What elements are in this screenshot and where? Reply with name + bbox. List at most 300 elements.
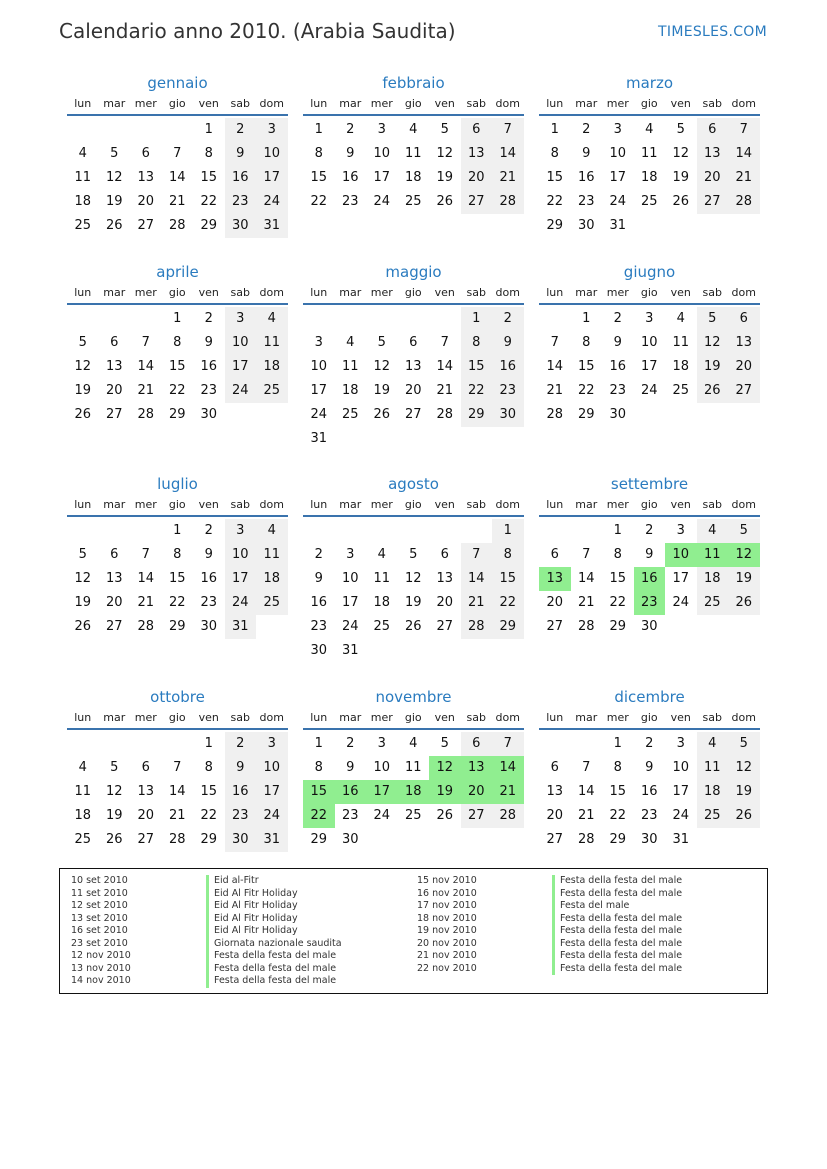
holiday-day-cell: 12 <box>728 543 760 567</box>
day-cell: 21 <box>461 591 493 615</box>
day-cell: 16 <box>341 170 359 185</box>
weekday-label: mer <box>370 97 393 110</box>
day-cell: 2 <box>204 523 213 538</box>
day-cell: 22 <box>310 194 328 209</box>
weekday-label: ven <box>198 97 219 110</box>
empty-cell <box>67 519 99 543</box>
holiday-day-cell: 22 <box>303 804 335 828</box>
weekday-header <box>539 283 760 305</box>
day-cell: 1 <box>492 519 524 543</box>
weekday-label: mar <box>103 498 126 511</box>
empty-cell <box>335 519 367 543</box>
day-cell: 31 <box>310 431 328 446</box>
day-cell: 20 <box>137 808 155 823</box>
day-cell: 18 <box>256 355 288 379</box>
day-cell: 16 <box>310 595 328 610</box>
day-cell: 18 <box>256 567 288 591</box>
weekday-label: mer <box>134 286 157 299</box>
day-cell: 9 <box>314 571 323 586</box>
month-settembre <box>539 473 760 639</box>
month-name: gennaio <box>147 74 208 92</box>
day-cell: 24 <box>256 804 288 828</box>
day-cell: 21 <box>577 808 595 823</box>
empty-cell <box>539 519 571 543</box>
day-cell: 19 <box>404 595 422 610</box>
empty-cell <box>398 307 430 331</box>
legend-holiday-name: Festa della festa del male <box>552 925 682 938</box>
day-cell: 24 <box>310 407 328 422</box>
month-marzo <box>539 72 760 238</box>
day-cell: 6 <box>141 146 150 161</box>
holiday-day-cell: 23 <box>634 591 666 615</box>
day-cell: 5 <box>728 519 760 543</box>
day-cell: 6 <box>110 335 119 350</box>
month-name: agosto <box>388 475 439 493</box>
day-cell: 22 <box>200 808 218 823</box>
holiday-day-cell: 17 <box>366 780 398 804</box>
day-cell: 5 <box>440 736 449 751</box>
day-cell: 3 <box>676 523 685 538</box>
legend-dates-col1 <box>71 875 131 988</box>
weekday-label: mer <box>370 286 393 299</box>
day-cell: 27 <box>461 190 493 214</box>
weekday-label: sab <box>466 286 486 299</box>
day-cell: 7 <box>492 732 524 756</box>
day-cell: 20 <box>546 595 564 610</box>
day-cell: 11 <box>672 335 690 350</box>
legend-date: 16 set 2010 <box>71 925 128 936</box>
day-cell: 30 <box>341 832 359 847</box>
day-cell: 17 <box>373 170 391 185</box>
empty-cell <box>366 307 398 331</box>
day-cell: 5 <box>728 732 760 756</box>
legend-date: 20 nov 2010 <box>417 937 477 949</box>
day-cell: 15 <box>168 359 186 374</box>
weekday-label: dom <box>495 498 520 511</box>
day-cell: 29 <box>200 832 218 847</box>
day-cell: 25 <box>697 591 729 615</box>
day-cell: 26 <box>404 619 422 634</box>
day-cell: 6 <box>461 732 493 756</box>
legend-date: 18 nov 2010 <box>417 912 477 924</box>
day-cell: 27 <box>137 832 155 847</box>
day-cell: 3 <box>256 732 288 756</box>
day-cell: 17 <box>672 571 690 586</box>
weekday-header <box>303 495 524 517</box>
day-cell: 26 <box>436 808 454 823</box>
day-cell: 12 <box>728 756 760 780</box>
holiday-day-cell: 19 <box>429 780 461 804</box>
day-cell: 15 <box>200 784 218 799</box>
day-cell: 22 <box>546 194 564 209</box>
day-cell: 16 <box>225 780 257 804</box>
day-cell: 16 <box>225 166 257 190</box>
day-cell: 15 <box>461 355 493 379</box>
day-cell: 3 <box>346 547 355 562</box>
day-cell: 26 <box>436 194 454 209</box>
day-cell: 4 <box>256 519 288 543</box>
holiday-day-cell: 13 <box>539 567 571 591</box>
weekday-label: dom <box>495 286 520 299</box>
day-cell: 10 <box>341 571 359 586</box>
day-cell: 25 <box>404 194 422 209</box>
month-agosto <box>303 473 524 663</box>
day-cell: 25 <box>256 379 288 403</box>
day-cell: 10 <box>609 146 627 161</box>
weekday-header <box>67 708 288 730</box>
empty-cell <box>67 118 99 142</box>
month-aprile <box>67 261 288 427</box>
legend-date: 17 nov 2010 <box>417 900 477 911</box>
legend-holiday-name: Eid Al Fitr Holiday <box>206 900 342 913</box>
day-cell: 3 <box>613 122 622 137</box>
weekday-label: lun <box>546 711 564 724</box>
day-cell: 25 <box>672 383 690 398</box>
day-cell: 3 <box>676 736 685 751</box>
weekday-header <box>539 708 760 730</box>
day-cell: 16 <box>200 359 218 374</box>
day-cell: 14 <box>728 142 760 166</box>
day-cell: 12 <box>672 146 690 161</box>
day-cell: 3 <box>645 311 654 326</box>
day-cell: 9 <box>613 335 622 350</box>
day-cell: 14 <box>168 784 186 799</box>
weekday-label: gio <box>168 498 186 511</box>
legend-date: 19 nov 2010 <box>417 925 477 936</box>
day-cell: 24 <box>256 190 288 214</box>
day-cell: 7 <box>492 118 524 142</box>
day-cell: 21 <box>728 166 760 190</box>
day-cell: 19 <box>105 194 123 209</box>
weekday-label: sab <box>702 286 722 299</box>
day-cell: 3 <box>256 118 288 142</box>
day-cell: 10 <box>256 756 288 780</box>
day-cell: 6 <box>141 760 150 775</box>
day-cell: 6 <box>697 118 729 142</box>
weekday-label: gio <box>640 97 658 110</box>
day-cell: 19 <box>728 780 760 804</box>
legend-date: 16 nov 2010 <box>417 887 477 899</box>
day-cell: 19 <box>373 383 391 398</box>
day-cell: 14 <box>546 359 564 374</box>
month-name: settembre <box>610 475 689 493</box>
day-cell: 30 <box>640 832 658 847</box>
day-cell: 13 <box>137 784 155 799</box>
day-cell: 2 <box>204 311 213 326</box>
day-cell: 24 <box>609 194 627 209</box>
day-cell: 21 <box>168 194 186 209</box>
weekday-label: sab <box>466 498 486 511</box>
weekday-label: gio <box>404 97 422 110</box>
day-cell: 1 <box>173 311 182 326</box>
weekday-label: gio <box>168 286 186 299</box>
day-cell: 2 <box>346 122 355 137</box>
day-cell: 20 <box>105 383 123 398</box>
day-cell: 5 <box>440 122 449 137</box>
weekday-label: mar <box>103 97 126 110</box>
day-cell: 20 <box>137 194 155 209</box>
day-cell: 1 <box>314 122 323 137</box>
day-cell: 26 <box>728 591 760 615</box>
day-cell: 23 <box>200 595 218 610</box>
day-cell: 11 <box>404 760 422 775</box>
day-cell: 15 <box>609 571 627 586</box>
day-cell: 28 <box>137 619 155 634</box>
day-cell: 11 <box>697 756 729 780</box>
day-cell: 26 <box>74 619 92 634</box>
holiday-day-cell: 15 <box>303 780 335 804</box>
weekday-label: lun <box>546 286 564 299</box>
day-cell: 4 <box>377 547 386 562</box>
day-cell: 5 <box>697 307 729 331</box>
month-name: maggio <box>385 263 442 281</box>
day-cell: 7 <box>141 335 150 350</box>
day-cell: 9 <box>346 146 355 161</box>
month-ottobre <box>67 686 288 852</box>
holiday-day-cell: 13 <box>461 756 493 780</box>
empty-cell <box>539 732 571 756</box>
day-cell: 9 <box>225 756 257 780</box>
empty-cell <box>539 307 571 331</box>
empty-cell <box>303 519 335 543</box>
day-cell: 4 <box>697 519 729 543</box>
day-cell: 27 <box>404 407 422 422</box>
day-cell: 17 <box>225 355 257 379</box>
day-cell: 6 <box>550 760 559 775</box>
day-cell: 9 <box>645 547 654 562</box>
legend-names-col2 <box>552 875 682 975</box>
day-cell: 7 <box>582 760 591 775</box>
day-cell: 30 <box>577 218 595 233</box>
day-cell: 8 <box>314 760 323 775</box>
day-cell: 15 <box>200 170 218 185</box>
day-cell: 24 <box>672 595 690 610</box>
day-cell: 3 <box>225 519 257 543</box>
day-cell: 29 <box>200 218 218 233</box>
empty-cell <box>335 307 367 331</box>
legend-holiday-name: Festa della festa del male <box>552 875 682 888</box>
day-cell: 17 <box>672 784 690 799</box>
weekday-label: dom <box>495 97 520 110</box>
weekday-label: mer <box>606 97 629 110</box>
day-cell: 18 <box>74 194 92 209</box>
day-cell: 28 <box>577 832 595 847</box>
empty-cell <box>130 307 162 331</box>
weekday-label: dom <box>259 711 284 724</box>
weekday-label: mer <box>370 498 393 511</box>
weekday-label: lun <box>310 286 328 299</box>
weekday-label: gio <box>404 498 422 511</box>
day-cell: 28 <box>168 218 186 233</box>
day-cell: 9 <box>492 331 524 355</box>
empty-cell <box>398 519 430 543</box>
legend-holiday-name: Giornata nazionale saudita <box>206 938 342 951</box>
weekday-label: dom <box>259 498 284 511</box>
day-cell: 15 <box>577 359 595 374</box>
day-cell: 30 <box>200 407 218 422</box>
day-cell: 21 <box>436 383 454 398</box>
day-cell: 25 <box>74 218 92 233</box>
day-cell: 26 <box>105 218 123 233</box>
empty-cell <box>130 118 162 142</box>
day-cell: 25 <box>373 619 391 634</box>
legend-holiday-name: Eid Al Fitr Holiday <box>206 925 342 938</box>
month-name: febbraio <box>382 74 445 92</box>
day-cell: 28 <box>728 190 760 214</box>
legend-holiday-name: Eid Al Fitr Holiday <box>206 888 342 901</box>
legend-holiday-name: Festa della festa del male <box>552 913 682 926</box>
day-cell: 8 <box>314 146 323 161</box>
day-cell: 29 <box>609 832 627 847</box>
day-cell: 9 <box>582 146 591 161</box>
weekday-label: ven <box>434 498 455 511</box>
month-name: luglio <box>157 475 198 493</box>
day-cell: 22 <box>168 383 186 398</box>
day-cell: 25 <box>256 591 288 615</box>
weekday-label: lun <box>546 97 564 110</box>
legend-names-col1 <box>206 875 342 988</box>
weekday-label: sab <box>466 711 486 724</box>
day-cell: 23 <box>310 619 328 634</box>
legend-date: 23 set 2010 <box>71 937 128 949</box>
day-cell: 11 <box>373 571 391 586</box>
day-cell: 12 <box>74 571 92 586</box>
holiday-legend <box>59 868 768 994</box>
weekday-label: mer <box>370 711 393 724</box>
day-cell: 25 <box>697 804 729 828</box>
day-cell: 21 <box>168 808 186 823</box>
day-cell: 13 <box>137 170 155 185</box>
day-cell: 10 <box>373 146 391 161</box>
day-cell: 5 <box>676 122 685 137</box>
day-cell: 30 <box>225 828 257 852</box>
month-name: aprile <box>156 263 199 281</box>
weekday-header <box>67 94 288 116</box>
day-cell: 1 <box>204 736 213 751</box>
day-cell: 12 <box>373 359 391 374</box>
weekday-label: sab <box>702 97 722 110</box>
day-cell: 6 <box>409 335 418 350</box>
day-cell: 14 <box>168 170 186 185</box>
legend-holiday-name: Eid al-Fitr <box>206 875 342 888</box>
holiday-day-cell: 12 <box>429 756 461 780</box>
day-cell: 19 <box>672 170 690 185</box>
day-grid <box>539 307 760 427</box>
empty-cell <box>571 519 603 543</box>
day-cell: 19 <box>74 383 92 398</box>
day-cell: 4 <box>346 335 355 350</box>
day-cell: 11 <box>256 331 288 355</box>
weekday-label: dom <box>731 498 756 511</box>
day-cell: 7 <box>728 118 760 142</box>
day-grid <box>303 307 524 451</box>
day-cell: 13 <box>728 331 760 355</box>
day-cell: 9 <box>346 760 355 775</box>
day-cell: 21 <box>577 595 595 610</box>
day-cell: 29 <box>310 832 328 847</box>
day-grid <box>539 118 760 238</box>
weekday-label: sab <box>230 711 250 724</box>
day-cell: 14 <box>137 359 155 374</box>
day-cell: 8 <box>461 331 493 355</box>
month-febbraio <box>303 72 524 214</box>
day-cell: 12 <box>105 170 123 185</box>
legend-date: 13 set 2010 <box>71 912 128 924</box>
day-cell: 13 <box>105 571 123 586</box>
day-cell: 18 <box>697 567 729 591</box>
day-cell: 10 <box>310 359 328 374</box>
day-cell: 27 <box>105 619 123 634</box>
page-title: Calendario anno 2010. (Arabia Saudita) <box>59 19 456 43</box>
day-cell: 1 <box>173 523 182 538</box>
day-cell: 31 <box>256 214 288 238</box>
day-cell: 22 <box>200 194 218 209</box>
weekday-label: mer <box>134 711 157 724</box>
day-cell: 4 <box>409 736 418 751</box>
site-brand-link[interactable]: TIMESLES.COM <box>658 24 767 40</box>
day-cell: 27 <box>546 619 564 634</box>
day-cell: 25 <box>74 832 92 847</box>
legend-dates-col2 <box>417 875 477 975</box>
month-name: novembre <box>375 688 452 706</box>
weekday-label: mar <box>103 286 126 299</box>
holiday-day-cell: 10 <box>665 543 697 567</box>
day-cell: 15 <box>546 170 564 185</box>
legend-date: 14 nov 2010 <box>71 975 131 986</box>
weekday-label: lun <box>310 711 328 724</box>
weekday-header <box>539 495 760 517</box>
day-cell: 17 <box>225 567 257 591</box>
day-cell: 24 <box>341 619 359 634</box>
weekday-label: mer <box>606 286 629 299</box>
day-cell: 29 <box>577 407 595 422</box>
day-cell: 5 <box>78 547 87 562</box>
day-cell: 4 <box>78 146 87 161</box>
empty-cell <box>429 307 461 331</box>
weekday-label: lun <box>74 711 92 724</box>
day-cell: 14 <box>492 142 524 166</box>
weekday-label: gio <box>168 711 186 724</box>
day-cell: 8 <box>204 760 213 775</box>
weekday-label: dom <box>259 286 284 299</box>
legend-holiday-name: Festa della festa del male <box>552 938 682 951</box>
day-cell: 24 <box>225 591 257 615</box>
day-cell: 3 <box>314 335 323 350</box>
legend-holiday-name: Festa della festa del male <box>552 888 682 901</box>
day-grid <box>303 118 524 214</box>
day-cell: 28 <box>546 407 564 422</box>
day-grid <box>303 519 524 663</box>
weekday-label: ven <box>198 498 219 511</box>
day-cell: 24 <box>225 379 257 403</box>
day-cell: 15 <box>168 571 186 586</box>
day-grid <box>539 519 760 639</box>
weekday-label: sab <box>230 498 250 511</box>
day-cell: 16 <box>640 784 658 799</box>
day-cell: 10 <box>256 142 288 166</box>
day-cell: 12 <box>697 331 729 355</box>
day-cell: 14 <box>137 571 155 586</box>
day-cell: 4 <box>78 760 87 775</box>
day-cell: 14 <box>577 571 595 586</box>
day-cell: 4 <box>645 122 654 137</box>
day-cell: 12 <box>404 571 422 586</box>
day-cell: 20 <box>461 166 493 190</box>
day-cell: 18 <box>640 170 658 185</box>
day-cell: 4 <box>409 122 418 137</box>
day-cell: 8 <box>173 335 182 350</box>
day-cell: 18 <box>74 808 92 823</box>
